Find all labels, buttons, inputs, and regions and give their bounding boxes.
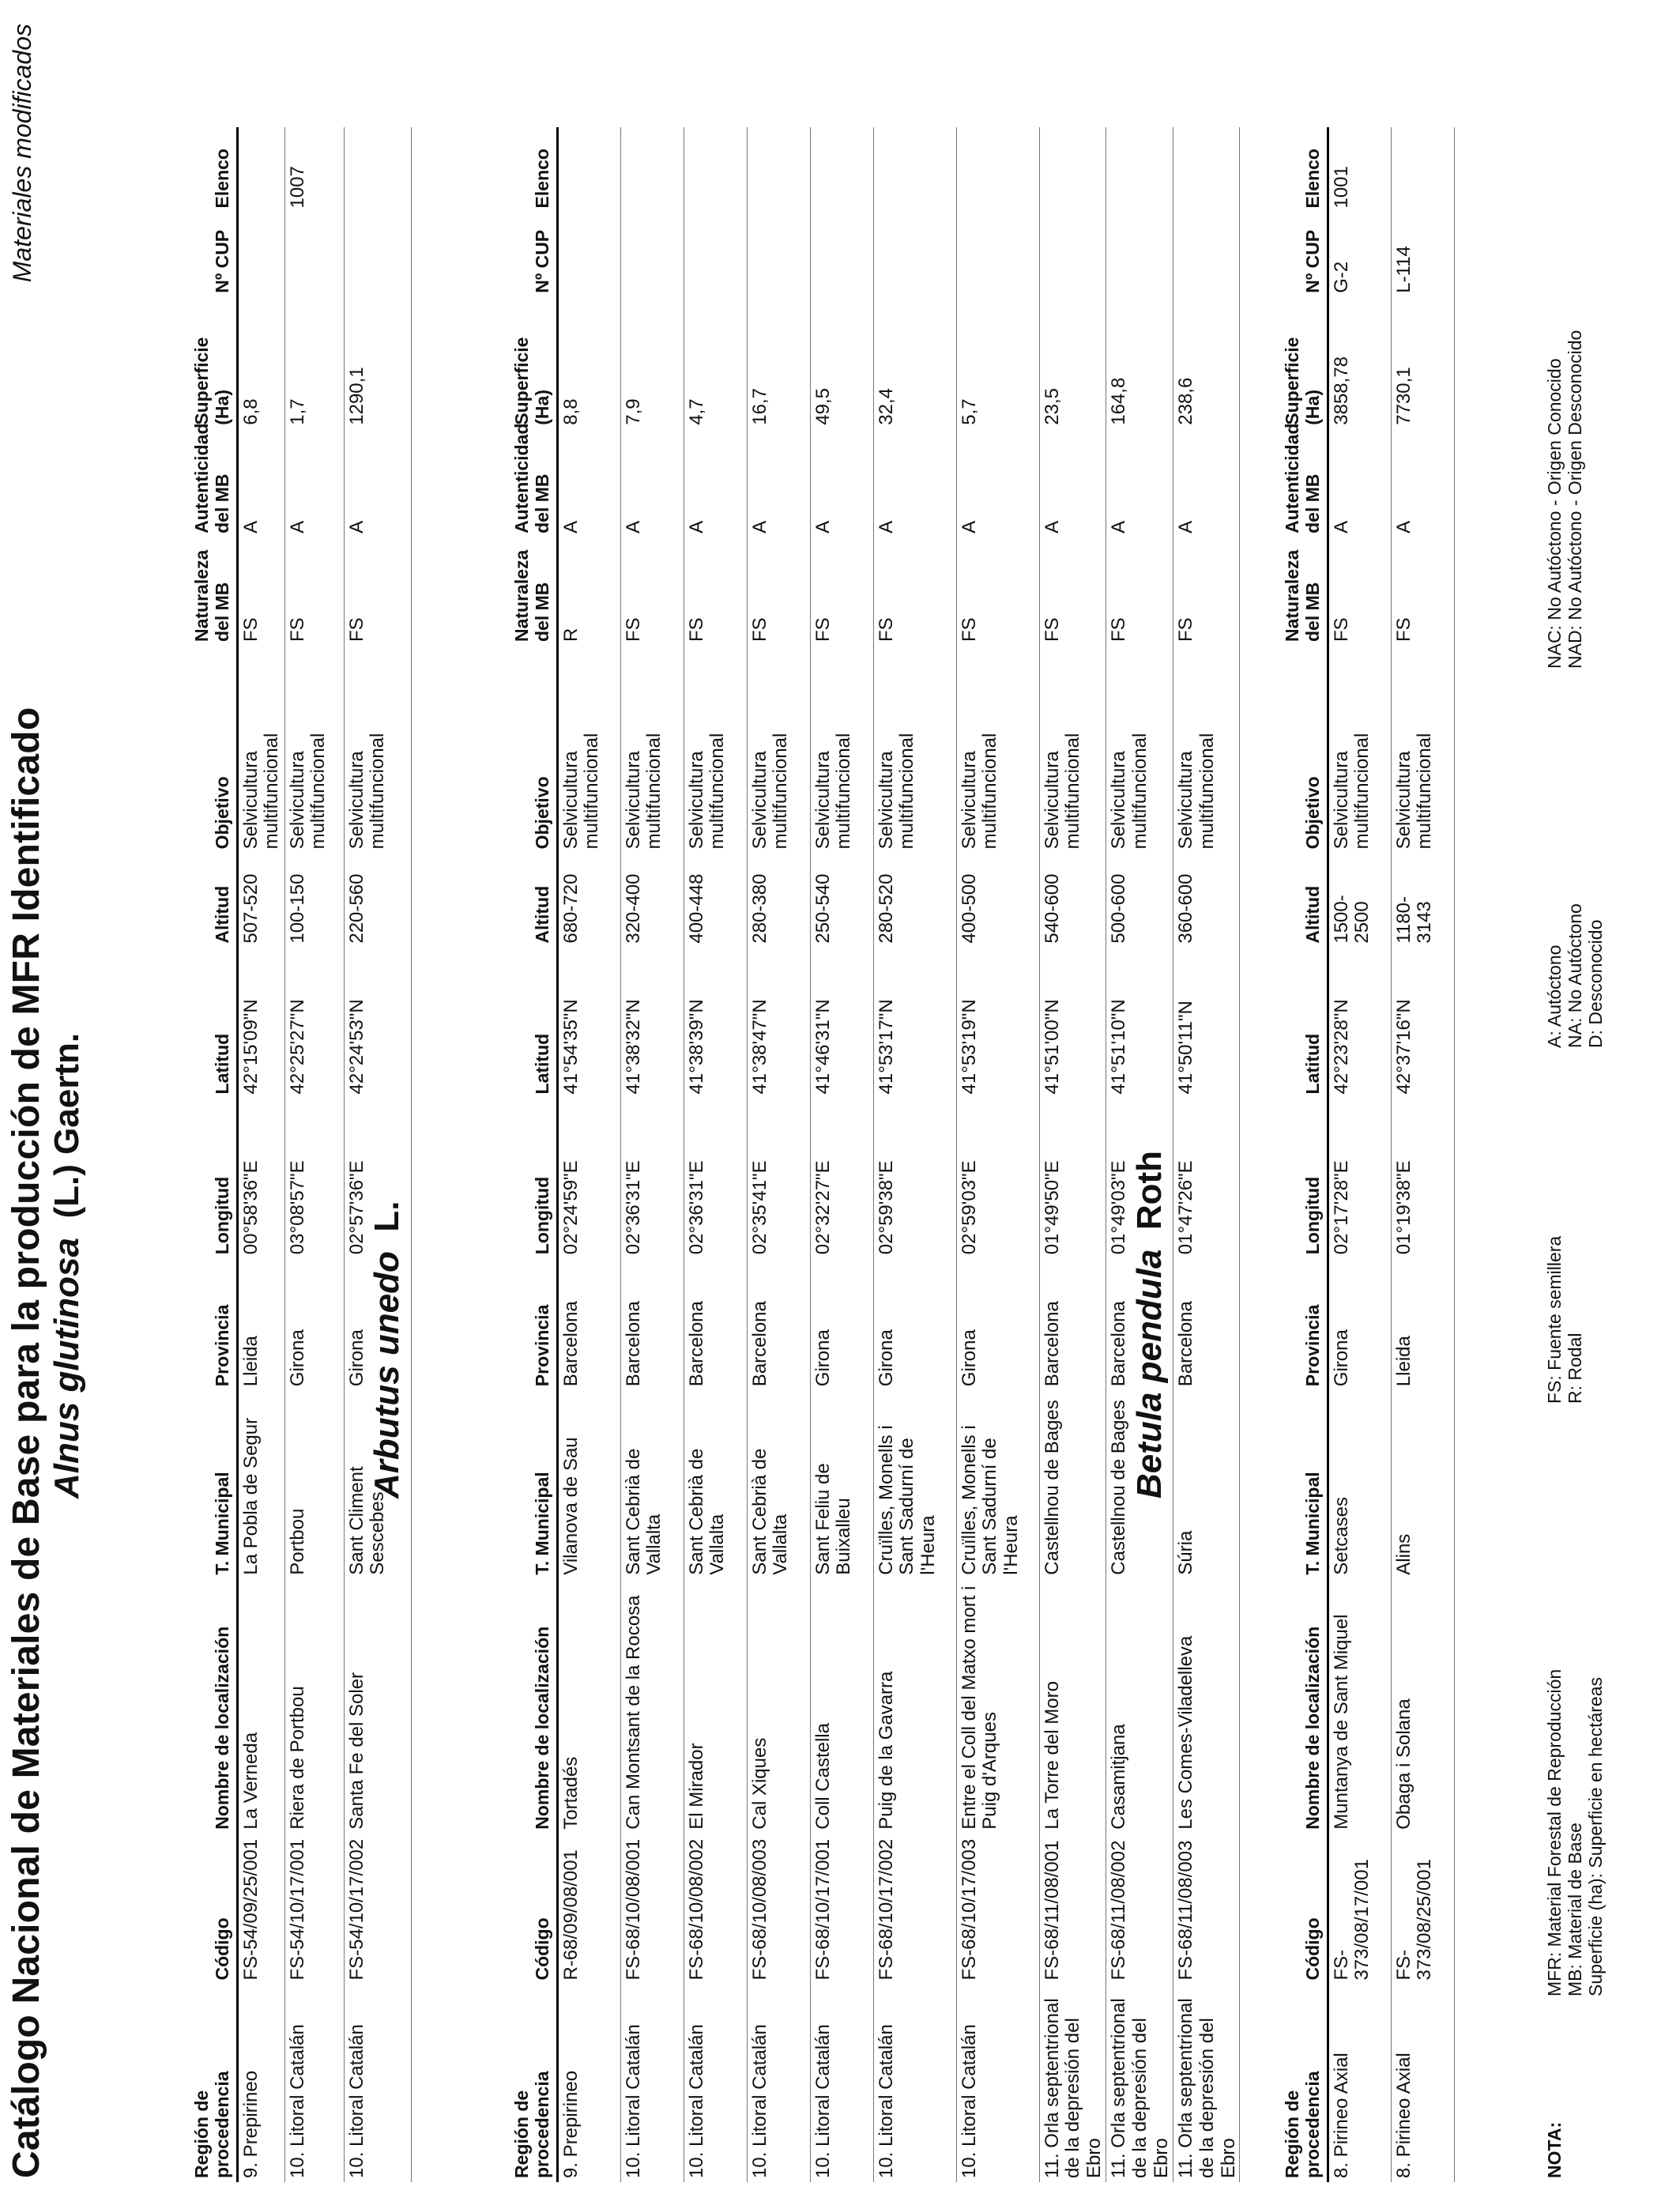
table-cell: 320-400 — [620, 853, 684, 947]
table-cell: A — [557, 429, 620, 537]
table-cell: FS — [1106, 537, 1173, 646]
table-cell: 41°46'31"N — [810, 948, 873, 1099]
table-cell — [873, 127, 956, 212]
table-cell — [1106, 212, 1173, 296]
table-cell: 10. Litoral Catalán — [747, 1985, 810, 2182]
table-cell: Sant Feliu de Buixalleu — [810, 1390, 873, 1579]
table-cell: La Pobla de Segur — [237, 1390, 284, 1579]
table-row — [1328, 127, 1391, 2182]
column-header: T. Municipal — [1177, 1390, 1328, 1579]
table-cell — [344, 212, 411, 296]
column-header: Elenco — [411, 127, 557, 212]
table-cell: 540-600 — [1039, 853, 1106, 947]
table-cell: Selvicultura multifuncional — [956, 646, 1039, 853]
table-row — [684, 127, 747, 2182]
table-cell: Selvicultura multifuncional — [1106, 646, 1173, 853]
species-author: (L.) Gaertn. — [47, 1032, 86, 1219]
table-row — [810, 127, 873, 2182]
table-cell: Barcelona — [747, 1258, 810, 1390]
table-cell: FS-54/10/17/002 — [344, 1834, 411, 1985]
table-cell — [557, 212, 620, 296]
species-author: L. — [367, 1201, 406, 1232]
table-cell: 02°36'31"E — [684, 1098, 747, 1258]
table-cell: A — [684, 429, 747, 537]
table-row — [284, 127, 344, 2182]
nota-list-abbreviations — [1545, 1669, 1606, 1996]
column-header: Código — [1177, 1834, 1328, 1985]
table-cell: Barcelona — [1039, 1258, 1106, 1390]
column-header: Latitud — [95, 948, 237, 1099]
column-header: Altitud — [411, 853, 557, 947]
table-cell: Portbou — [284, 1390, 344, 1579]
table-cell — [810, 127, 873, 212]
table-cell — [344, 127, 411, 212]
column-header: Longitud — [95, 1098, 237, 1258]
table-row — [747, 127, 810, 2182]
table-cell: 42°23'28"N — [1328, 948, 1391, 1099]
table-cell: 5,7 — [956, 297, 1039, 429]
table-cell: 49,5 — [810, 297, 873, 429]
table-cell: 680-720 — [557, 853, 620, 947]
table-row — [557, 127, 620, 2182]
table-cell — [620, 127, 684, 212]
table-cell: FS-373/08/25/001 — [1391, 1834, 1454, 1985]
table-cell: 9. Prepirineo — [557, 1985, 620, 2182]
species-title — [367, 1201, 407, 1498]
table-cell: A — [1106, 429, 1173, 537]
table-cell: 02°36'31"E — [620, 1098, 684, 1258]
species-title — [1130, 1151, 1170, 1498]
table-cell — [1391, 127, 1454, 212]
table-cell: 10. Litoral Catalán — [956, 1985, 1039, 2182]
table-cell: A — [1391, 429, 1454, 537]
table-cell: 8. Pirineo Axial — [1391, 1985, 1454, 2182]
column-header: Región de procedencia — [1177, 1985, 1328, 2182]
column-header: Altitud — [1177, 853, 1328, 947]
table-cell: 1001 — [1328, 127, 1391, 212]
table-cell: A — [284, 429, 344, 537]
table-cell: Selvicultura multifuncional — [684, 646, 747, 853]
table-cell: Selvicultura multifuncional — [1328, 646, 1391, 853]
column-header: Nombre de localización — [95, 1579, 237, 1834]
nota-item: MFR: Material Forestal de Reproducción — [1544, 1668, 1565, 1996]
table-cell: 41°53'17"N — [873, 948, 956, 1099]
table-cell: 41°38'32"N — [620, 948, 684, 1099]
column-header: T. Municipal — [95, 1390, 237, 1579]
table-cell: 41°38'47"N — [747, 948, 810, 1099]
table-row — [1391, 127, 1454, 2182]
table-cell: 42°24'53"N — [344, 948, 411, 1099]
table-cell: FS — [237, 537, 284, 646]
table-cell — [956, 212, 1039, 296]
table-cell: 220-560 — [344, 853, 411, 947]
table-cell: FS — [956, 537, 1039, 646]
column-header: Altitud — [95, 853, 237, 947]
nota-item: A: Autóctono — [1544, 944, 1565, 1048]
table-cell: Lleida — [1391, 1258, 1454, 1390]
table-cell: 1007 — [284, 127, 344, 212]
table-row — [620, 127, 684, 2182]
table-cell: A — [344, 429, 411, 537]
table-cell: FS — [620, 537, 684, 646]
table-cell: La Torre del Moro — [1039, 1579, 1106, 1834]
table-cell: 7,9 — [620, 297, 684, 429]
table-cell: FS — [1328, 537, 1391, 646]
column-header: Código — [95, 1834, 237, 1985]
table-cell: R — [557, 537, 620, 646]
table-cell: 238,6 — [1173, 297, 1240, 429]
table-cell: 10. Litoral Catalán — [620, 1985, 684, 2182]
column-header: Provincia — [95, 1258, 237, 1390]
table-cell: 32,4 — [873, 297, 956, 429]
column-header: Naturaleza del MB — [411, 537, 557, 646]
table-cell — [237, 127, 284, 212]
table-cell: 280-520 — [873, 853, 956, 947]
table-cell: FS — [1039, 537, 1106, 646]
table-cell — [1106, 127, 1173, 212]
table-cell — [1039, 212, 1106, 296]
nota-item: NAD: No Autóctono - Origen Desconocido — [1564, 330, 1585, 669]
table-cell: A — [810, 429, 873, 537]
table-cell: Girona — [873, 1258, 956, 1390]
table-cell: A — [1328, 429, 1391, 537]
table-cell: 1180-3143 — [1391, 853, 1454, 947]
table-cell: 41°54'35"N — [557, 948, 620, 1099]
table-cell: 10. Litoral Catalán — [810, 1985, 873, 2182]
table-cell: 10. Litoral Catalán — [684, 1985, 747, 2182]
column-header: Nombre de localización — [1177, 1579, 1328, 1834]
table-cell: 500-600 — [1106, 853, 1173, 947]
table-cell: Entre el Coll del Matxo mort i Puig d'Arques — [956, 1579, 1039, 1834]
table-cell: FS-54/10/17/001 — [284, 1834, 344, 1985]
table-cell: Cruïlles, Monells i Sant Sadurní de l'Heura — [956, 1390, 1039, 1579]
column-header: Latitud — [411, 948, 557, 1099]
header-label: Materiales modificados — [8, 24, 36, 283]
nota-item: Superficie (ha): Superficie en hectáreas — [1584, 1677, 1606, 1996]
table-cell: FS-68/11/08/001 — [1039, 1834, 1106, 1985]
species-name: Betula pendula — [1130, 1249, 1169, 1498]
table-cell: 02°57'36"E — [344, 1098, 411, 1258]
table-cell: Barcelona — [1106, 1258, 1173, 1390]
table-cell: Vilanova de Sau — [557, 1390, 620, 1579]
table-cell: Setcases — [1328, 1390, 1391, 1579]
table-cell: 42°37'16"N — [1391, 948, 1454, 1099]
column-header: Longitud — [1177, 1098, 1328, 1258]
species-table — [95, 127, 412, 2182]
table-cell: 507-520 — [237, 853, 284, 947]
table-cell: 42°15'09"N — [237, 948, 284, 1099]
table-cell: Castellnou de Bages — [1106, 1390, 1173, 1579]
table-cell: 41°38'39"N — [684, 948, 747, 1099]
table-cell: Alins — [1391, 1390, 1454, 1579]
table-cell: A — [620, 429, 684, 537]
table-cell: 11. Orla septentrional de la depresión del Ebro — [1039, 1985, 1106, 2182]
table-cell: FS-68/11/08/003 — [1173, 1834, 1240, 1985]
table-cell: Selvicultura multifuncional — [1391, 646, 1454, 853]
table-cell: 02°59'38"E — [873, 1098, 956, 1258]
column-header: Objetivo — [1177, 646, 1328, 853]
column-header: Objetivo — [95, 646, 237, 853]
table-cell: 7730,1 — [1391, 297, 1454, 429]
column-header: Objetivo — [411, 646, 557, 853]
table-cell — [620, 212, 684, 296]
species-name: Arbutus unedo — [367, 1251, 406, 1498]
nota-item: NA: No Autóctono — [1564, 903, 1585, 1048]
table-cell: 42°25'27"N — [284, 948, 344, 1099]
column-header: Superficie (Ha) — [411, 297, 557, 429]
table-row — [956, 127, 1039, 2182]
table-cell: Selvicultura multifuncional — [873, 646, 956, 853]
table-cell: Tortadés — [557, 1579, 620, 1834]
column-header: Naturaleza del MB — [1177, 537, 1328, 646]
table-cell: Barcelona — [684, 1258, 747, 1390]
table-cell — [956, 127, 1039, 212]
species-title — [47, 1033, 87, 1498]
table-cell: 1500-2500 — [1328, 853, 1391, 947]
table-cell: FS-68/10/08/001 — [620, 1834, 684, 1985]
table-cell: 41°53'19"N — [956, 948, 1039, 1099]
table-cell: FS — [1391, 537, 1454, 646]
table-cell: Sant Cebrià de Vallalta — [747, 1390, 810, 1579]
column-header: Nº CUP — [411, 212, 557, 296]
table-cell: Cruïlles, Monells i Sant Sadurní de l'Heura — [873, 1390, 956, 1579]
table-cell: 164,8 — [1106, 297, 1173, 429]
table-cell: FS — [1173, 537, 1240, 646]
table-cell: 01°47'26"E — [1173, 1098, 1240, 1258]
table-cell: A — [237, 429, 284, 537]
table-cell: 00°58'36"E — [237, 1098, 284, 1258]
nota-label: NOTA: — [1544, 2121, 1565, 2178]
nota-list-autenticidad — [1545, 903, 1606, 1048]
column-header: Superficie (Ha) — [1177, 297, 1328, 429]
document-title: Catálogo Nacional de Materiales de Base para la producción de MFR Identificado — [6, 707, 47, 2178]
table-cell: 1290,1 — [344, 297, 411, 429]
table-cell: 4,7 — [684, 297, 747, 429]
table-cell: 02°24'59"E — [557, 1098, 620, 1258]
table-cell — [557, 127, 620, 212]
column-header: Provincia — [411, 1258, 557, 1390]
table-cell: 02°35'41"E — [747, 1098, 810, 1258]
table-cell: Muntanya de Sant Miquel — [1328, 1579, 1391, 1834]
nota-item: FS: Fuente semillera — [1544, 1235, 1565, 1404]
column-header: Región de procedencia — [95, 1985, 237, 2182]
column-header: Superficie (Ha) — [95, 297, 237, 429]
table-cell — [747, 127, 810, 212]
table-cell: Selvicultura multifuncional — [284, 646, 344, 853]
table-cell: Girona — [956, 1258, 1039, 1390]
table-cell: 10. Litoral Catalán — [284, 1985, 344, 2182]
table-header-row — [1177, 127, 1328, 2182]
table-cell: 280-380 — [747, 853, 810, 947]
table-cell: FS-68/10/08/003 — [747, 1834, 810, 1985]
species-table — [411, 127, 1240, 2182]
table-cell: 10. Litoral Catalán — [873, 1985, 956, 2182]
column-header: Longitud — [411, 1098, 557, 1258]
nota-list-naturaleza — [1545, 1236, 1586, 1404]
column-header: Nº CUP — [1177, 212, 1328, 296]
table-cell: Selvicultura multifuncional — [810, 646, 873, 853]
table-cell — [810, 212, 873, 296]
table-cell: Girona — [284, 1258, 344, 1390]
table-cell — [237, 212, 284, 296]
table-cell: Lleida — [237, 1258, 284, 1390]
table-cell: L-114 — [1391, 212, 1454, 296]
table-cell: Selvicultura multifuncional — [747, 646, 810, 853]
table-cell: 11. Orla septentrional de la depresión del Ebro — [1106, 1985, 1173, 2182]
table-cell: Barcelona — [1173, 1258, 1240, 1390]
table-cell: 400-448 — [684, 853, 747, 947]
table-cell: Cal Xiques — [747, 1579, 810, 1834]
table-cell: A — [1039, 429, 1106, 537]
table-cell: Barcelona — [557, 1258, 620, 1390]
table-header-row — [95, 127, 237, 2182]
table-cell: Coll Castella — [810, 1579, 873, 1834]
table-cell: 03°08'57"E — [284, 1098, 344, 1258]
table-cell: FS-68/10/08/002 — [684, 1834, 747, 1985]
table-cell: A — [747, 429, 810, 537]
table-cell: Sant Cebrià de Vallalta — [620, 1390, 684, 1579]
table-cell: Selvicultura multifuncional — [557, 646, 620, 853]
table-cell: 41°51'10"N — [1106, 948, 1173, 1099]
table-cell: Les Comes-Viladelleva — [1173, 1579, 1240, 1834]
table-cell: R-68/09/08/001 — [557, 1834, 620, 1985]
table-cell: Barcelona — [620, 1258, 684, 1390]
table-row — [344, 127, 411, 2182]
table-cell: 3858,78 — [1328, 297, 1391, 429]
table-cell: 8. Pirineo Axial — [1328, 1985, 1391, 2182]
table-cell: Girona — [1328, 1258, 1391, 1390]
table-cell: El Mirador — [684, 1579, 747, 1834]
column-header: Autenticidad del MB — [411, 429, 557, 537]
table-cell: Selvicultura multifuncional — [1039, 646, 1106, 853]
table-cell: 01°19'38"E — [1391, 1098, 1454, 1258]
table-cell: 11. Orla septentrional de la depresión del Ebro — [1173, 1985, 1240, 2182]
table-cell: Selvicultura multifuncional — [1173, 646, 1240, 853]
table-cell: 23,5 — [1039, 297, 1106, 429]
column-header: Autenticidad del MB — [1177, 429, 1328, 537]
table-cell: FS — [747, 537, 810, 646]
table-row — [1039, 127, 1106, 2182]
table-cell — [684, 212, 747, 296]
table-cell — [284, 212, 344, 296]
table-header-row — [411, 127, 557, 2182]
table-cell: Selvicultura multifuncional — [237, 646, 284, 853]
table-cell: Sant Cebrià de Vallalta — [684, 1390, 747, 1579]
table-cell: 1,7 — [284, 297, 344, 429]
table-cell — [1039, 127, 1106, 212]
column-header: T. Municipal — [411, 1390, 557, 1579]
table-cell: A — [873, 429, 956, 537]
column-header: Elenco — [95, 127, 237, 212]
table-cell: FS-68/11/08/002 — [1106, 1834, 1173, 1985]
nota-item: MB: Material de Base — [1564, 1823, 1585, 1996]
table-cell: A — [956, 429, 1039, 537]
table-cell: Can Montsant de la Rocosa — [620, 1579, 684, 1834]
species-author: Roth — [1130, 1150, 1169, 1231]
table-cell: 01°49'03"E — [1106, 1098, 1173, 1258]
table-cell: FS — [284, 537, 344, 646]
table-cell: Selvicultura multifuncional — [344, 646, 411, 853]
table-cell — [747, 212, 810, 296]
table-cell: FS-68/10/17/003 — [956, 1834, 1039, 1985]
nota-item: D: Desconocido — [1584, 919, 1606, 1048]
column-header: Latitud — [1177, 948, 1328, 1099]
table-cell: 100-150 — [284, 853, 344, 947]
table-cell: 02°59'03"E — [956, 1098, 1039, 1258]
nota-list-nac — [1545, 330, 1586, 669]
table-cell: FS-68/10/17/001 — [810, 1834, 873, 1985]
table-cell: 9. Prepirineo — [237, 1985, 284, 2182]
table-cell: Girona — [344, 1258, 411, 1390]
table-cell: Girona — [810, 1258, 873, 1390]
table-cell: FS — [684, 537, 747, 646]
table-cell: Riera de Portbou — [284, 1579, 344, 1834]
table-cell: 41°51'00"N — [1039, 948, 1106, 1099]
table-cell: 41°50'11"N — [1173, 948, 1240, 1099]
column-header: Nº CUP — [95, 212, 237, 296]
table-cell: FS — [873, 537, 956, 646]
table-cell: Sant Climent Sescebes — [344, 1390, 411, 1579]
column-header: Autenticidad del MB — [95, 429, 237, 537]
table-cell: FS-68/10/17/002 — [873, 1834, 956, 1985]
table-cell: 02°32'27"E — [810, 1098, 873, 1258]
column-header: Elenco — [1177, 127, 1328, 212]
table-cell: La Verneda — [237, 1579, 284, 1834]
table-cell: FS — [810, 537, 873, 646]
table-cell: Santa Fe del Soler — [344, 1579, 411, 1834]
column-header: Provincia — [1177, 1258, 1328, 1390]
table-cell: 10. Litoral Catalán — [344, 1985, 411, 2182]
table-cell: 01°49'50"E — [1039, 1098, 1106, 1258]
table-cell: Súria — [1173, 1390, 1240, 1579]
column-header: Naturaleza del MB — [95, 537, 237, 646]
column-header: Región de procedencia — [411, 1985, 557, 2182]
table-cell — [873, 212, 956, 296]
table-cell: FS-54/09/25/001 — [237, 1834, 284, 1985]
table-cell: 400-500 — [956, 853, 1039, 947]
nota-item: NAC: No Autóctono - Origen Conocido — [1544, 358, 1565, 669]
species-table — [1177, 127, 1455, 2182]
table-cell: A — [1173, 429, 1240, 537]
table-cell: 250-540 — [810, 853, 873, 947]
table-row — [873, 127, 956, 2182]
table-cell: 02°17'28"E — [1328, 1098, 1391, 1258]
table-cell — [684, 127, 747, 212]
column-header: Nombre de localización — [411, 1579, 557, 1834]
table-cell: FS — [344, 537, 411, 646]
table-cell: Obaga i Solana — [1391, 1579, 1454, 1834]
table-cell: 6,8 — [237, 297, 284, 429]
table-cell: FS-373/08/17/001 — [1328, 1834, 1391, 1985]
table-cell: 360-600 — [1173, 853, 1240, 947]
table-cell: 16,7 — [747, 297, 810, 429]
table-cell: Selvicultura multifuncional — [620, 646, 684, 853]
table-row — [237, 127, 284, 2182]
column-header: Código — [411, 1834, 557, 1985]
table-cell: G-2 — [1328, 212, 1391, 296]
table-cell: 8,8 — [557, 297, 620, 429]
table-cell: Puig de la Gavarra — [873, 1579, 956, 1834]
table-cell: Casamitjana — [1106, 1579, 1173, 1834]
species-name: Alnus glutinosa — [47, 1238, 86, 1498]
nota-item: R: Rodal — [1564, 1333, 1585, 1404]
table-cell: Castellnou de Bages — [1039, 1390, 1106, 1579]
